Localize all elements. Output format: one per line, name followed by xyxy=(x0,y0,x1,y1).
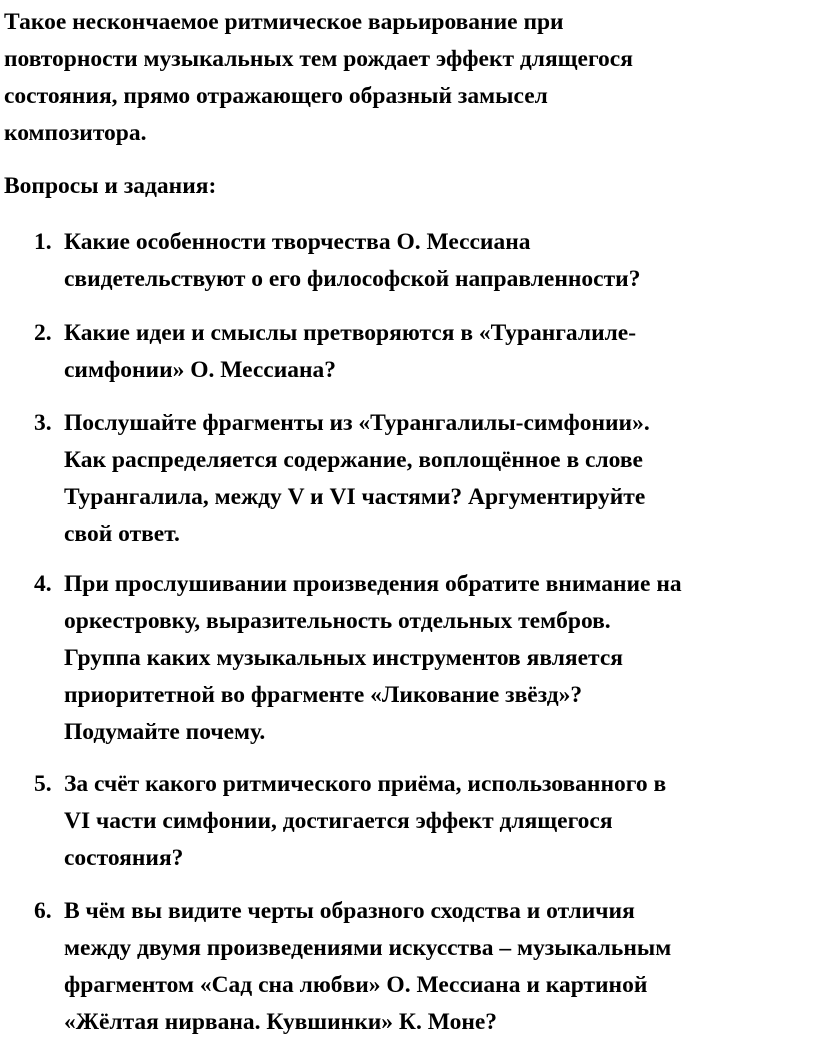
question-line: Подумайте почему. xyxy=(64,719,266,745)
question-text xyxy=(64,315,804,389)
intro-paragraph xyxy=(4,4,804,152)
question-line: Какие особенности творчества О. Мессиана xyxy=(64,229,531,255)
questions-heading: Вопросы и задания: xyxy=(4,173,217,199)
question-number: 2. xyxy=(34,320,52,346)
question-line: приоритетной во фрагменте «Ликование звёзд»? xyxy=(64,682,583,708)
question-line: Группа каких музыкальных инструментов является xyxy=(64,645,624,671)
question-text xyxy=(64,224,804,298)
question-line: В чём вы видите черты образного сходства и отличия xyxy=(64,898,635,924)
question-line: «Жёлтая нирвана. Кувшинки» К. Моне? xyxy=(64,1009,498,1035)
question-line: между двумя произведениями искусства – музыкальным xyxy=(64,935,672,961)
question-line: Как распределяется содержание, воплощённое в слове xyxy=(64,447,643,473)
question-text xyxy=(64,766,804,877)
question-line: Послушайте фрагменты из «Турангалилы-симфонии». xyxy=(64,410,650,436)
question-line: VI части симфонии, достигается эффект длящегося xyxy=(64,808,613,834)
intro-line: состояния, прямо отражающего образный замысел xyxy=(4,83,548,109)
question-line: свой ответ. xyxy=(64,521,180,547)
question-line: Какие идеи и смыслы претворяются в «Турангалиле- xyxy=(64,320,637,346)
question-line: Турангалила, между V и VI частями? Аргументируйте xyxy=(64,484,646,510)
question-number: 5. xyxy=(34,771,52,797)
question-line: оркестровку, выразительность отдельных тембров. xyxy=(64,608,611,634)
question-line: фрагментом «Сад сна любви» О. Мессиана и картиной xyxy=(64,972,648,998)
question-line: симфонии» О. Мессиана? xyxy=(64,357,337,383)
question-text xyxy=(64,893,804,1041)
intro-line: композитора. xyxy=(4,120,147,146)
question-number: 6. xyxy=(34,898,52,924)
question-line: свидетельствуют о его философской направленности? xyxy=(64,266,641,292)
intro-line: Такое нескончаемое ритмическое варьирование при xyxy=(4,9,564,35)
question-number: 1. xyxy=(34,229,52,255)
intro-line: повторности музыкальных тем рождает эффект длящегося xyxy=(4,46,633,72)
question-line: За счёт какого ритмического приёма, использованного в xyxy=(64,771,667,797)
question-number: 4. xyxy=(34,571,52,597)
question-text xyxy=(64,566,804,751)
question-line: состояния? xyxy=(64,845,184,871)
question-text xyxy=(64,405,804,553)
question-line: При прослушивании произведения обратите внимание на xyxy=(64,571,682,597)
question-number: 3. xyxy=(34,410,52,436)
